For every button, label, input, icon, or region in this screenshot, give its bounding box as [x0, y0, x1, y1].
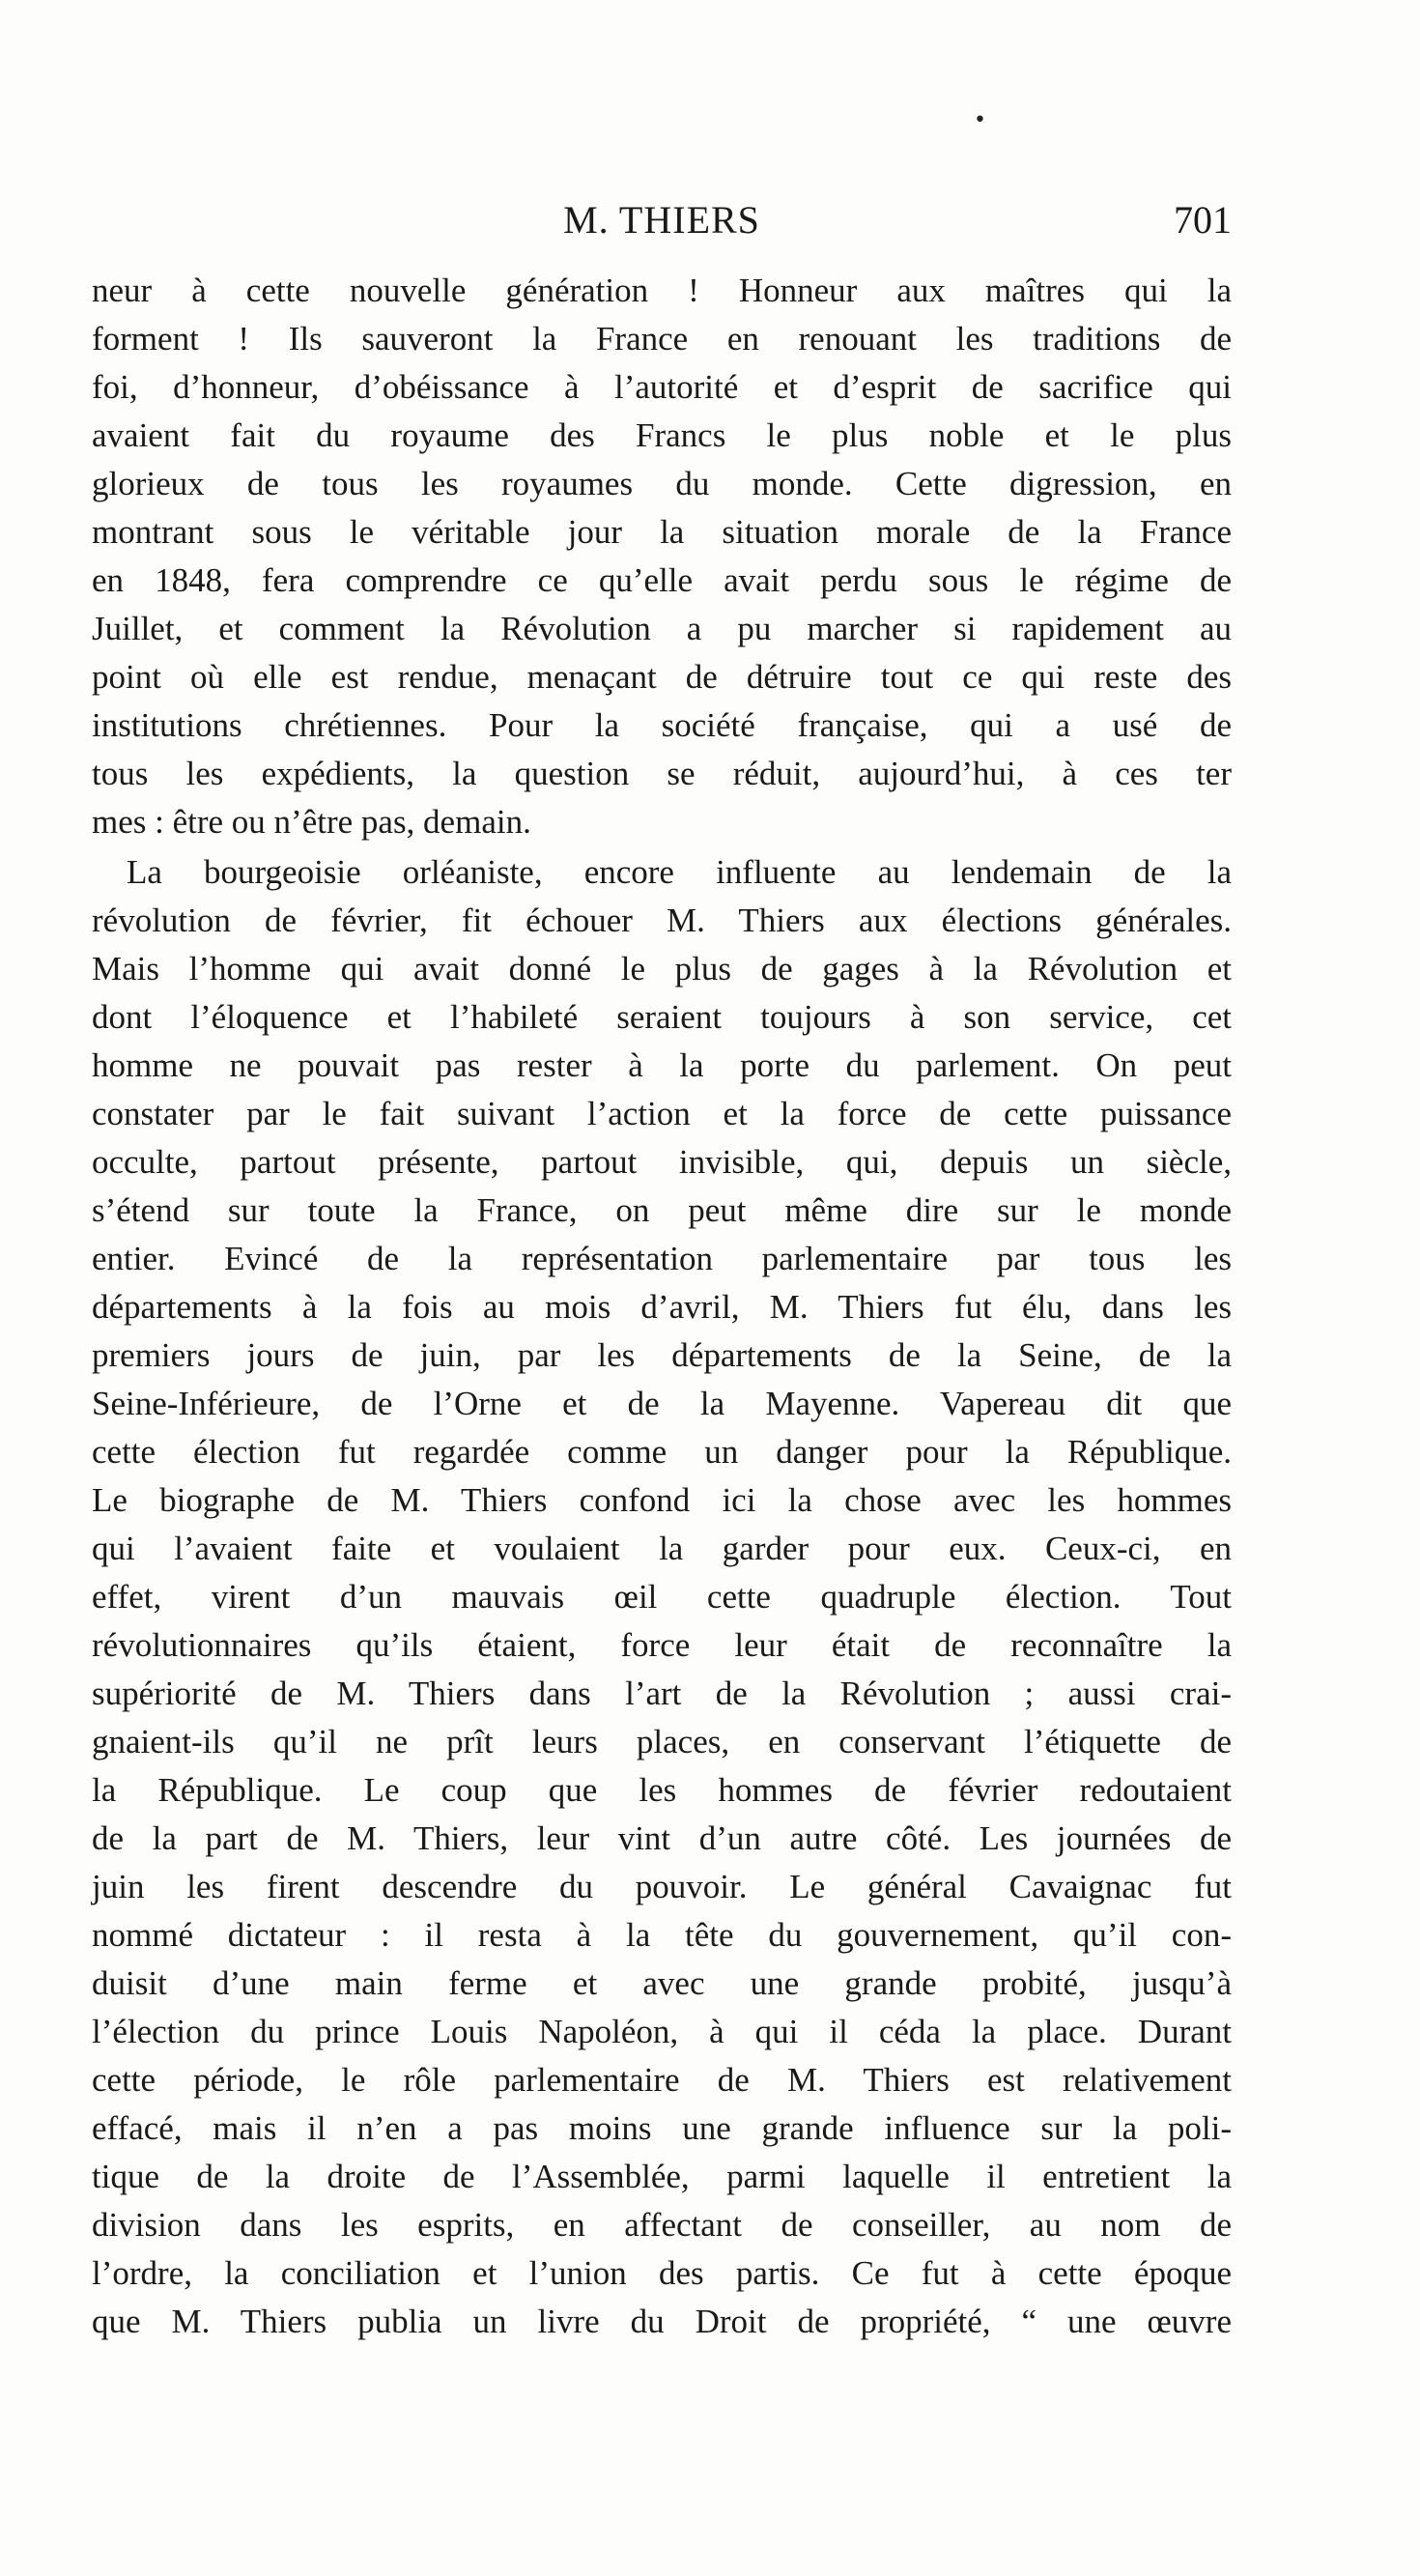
text-line: de la part de M. Thiers, leur vint d’un autre côté. Les journées de — [92, 1819, 1232, 1857]
text-line: La bourgeoisie orléaniste, encore influente au lendemain de la — [127, 853, 1232, 891]
text-line: révolution de février, fit échouer M. Thiers aux élections générales. — [92, 902, 1232, 939]
text-line: en 1848, fera comprendre ce qu’elle avait perdu sous le régime de — [92, 561, 1232, 599]
text-line: cette élection fut regardée comme un danger pour la République. — [92, 1433, 1232, 1471]
text-line: occulte, partout présente, partout invisible, qui, depuis un siècle, — [92, 1143, 1232, 1181]
text-line: l’élection du prince Louis Napoléon, à qui il céda la place. Durant — [92, 2013, 1232, 2050]
text-line: dont l’éloquence et l’habileté seraient toujours à son service, cet — [92, 998, 1232, 1036]
text-line: cette période, le rôle parlementaire de M. Thiers est relativement — [92, 2061, 1232, 2099]
text-line: révolutionnaires qu’ils étaient, force leur était de reconnaître la — [92, 1626, 1232, 1664]
running-title: M. THIERS — [563, 198, 760, 242]
text-line: effet, virent d’un mauvais œil cette quadruple élection. Tout — [92, 1578, 1232, 1616]
text-line: entier. Evincé de la représentation parlementaire par tous les — [92, 1240, 1232, 1277]
text-line: avaient fait du royaume des Francs le plus noble et le plus — [92, 416, 1232, 454]
text-line: juin les firent descendre du pouvoir. Le général Cavaignac fut — [92, 1868, 1232, 1905]
text-line: supériorité de M. Thiers dans l’art de la Révolution ; aussi crai- — [92, 1674, 1232, 1712]
text-line: gnaient-ils qu’il ne prît leurs places, en conservant l’étiquette de — [92, 1723, 1232, 1760]
ink-speck: • — [974, 108, 986, 132]
text-line: premiers jours de juin, par les départements de la Seine, de la — [92, 1336, 1232, 1374]
page-header — [92, 189, 1232, 247]
text-line: tique de la droite de l’Assemblée, parmi laquelle il entretient la — [92, 2158, 1232, 2195]
text-line: montrant sous le véritable jour la situation morale de la France — [92, 513, 1232, 551]
text-line: Le biographe de M. Thiers confond ici la chose avec les hommes — [92, 1481, 1232, 1519]
text-line: la République. Le coup que les hommes de février redoutaient — [92, 1771, 1232, 1809]
text-line: mes : être ou n’être pas, demain. — [92, 803, 531, 841]
text-line: que M. Thiers publia un livre du Droit de propriété, “ une œuvre — [92, 2303, 1232, 2340]
text-line: Juillet, et comment la Révolution a pu marcher si rapidement au — [92, 610, 1232, 647]
text-line: institutions chrétiennes. Pour la société française, qui a usé de — [92, 706, 1232, 744]
text-line: départements à la fois au mois d’avril, M. Thiers fut élu, dans les — [92, 1288, 1232, 1326]
text-line: effacé, mais il n’en a pas moins une grande influence sur la poli- — [92, 2109, 1232, 2147]
text-line: s’étend sur toute la France, on peut même dire sur le monde — [92, 1191, 1232, 1229]
text-line: glorieux de tous les royaumes du monde. Cette digression, en — [92, 465, 1232, 502]
text-line: point où elle est rendue, menaçant de détruire tout ce qui reste des — [92, 658, 1232, 696]
page-number: 701 — [1174, 198, 1232, 242]
text-line: foi, d’honneur, d’obéissance à l’autorité et d’esprit de sacrifice qui — [92, 368, 1232, 406]
text-line: constater par le fait suivant l’action et la force de cette puissance — [92, 1095, 1232, 1132]
text-line: l’ordre, la conciliation et l’union des partis. Ce fut à cette époque — [92, 2254, 1232, 2292]
text-line: nommé dictateur : il resta à la tête du gouvernement, qu’il con- — [92, 1916, 1232, 1954]
text-line: forment ! Ils sauveront la France en renouant les traditions de — [92, 320, 1232, 358]
text-line: division dans les esprits, en affectant de conseiller, au nom de — [92, 2206, 1232, 2244]
text-line: neur à cette nouvelle génération ! Honneur aux maîtres qui la — [92, 272, 1232, 309]
text-line: Seine-Inférieure, de l’Orne et de la Mayenne. Vapereau dit que — [92, 1385, 1232, 1422]
text-line: homme ne pouvait pas rester à la porte du parlement. On peut — [92, 1046, 1232, 1084]
text-line: tous les expédients, la question se réduit, aujourd’hui, à ces ter — [92, 755, 1232, 792]
text-line: duisit d’une main ferme et avec une grande probité, jusqu’à — [92, 1964, 1232, 2002]
body-text — [92, 267, 1232, 2346]
text-line: Mais l’homme qui avait donné le plus de gages à la Révolution et — [92, 950, 1232, 987]
text-line: qui l’avaient faite et voulaient la garder pour eux. Ceux-ci, en — [92, 1530, 1232, 1567]
